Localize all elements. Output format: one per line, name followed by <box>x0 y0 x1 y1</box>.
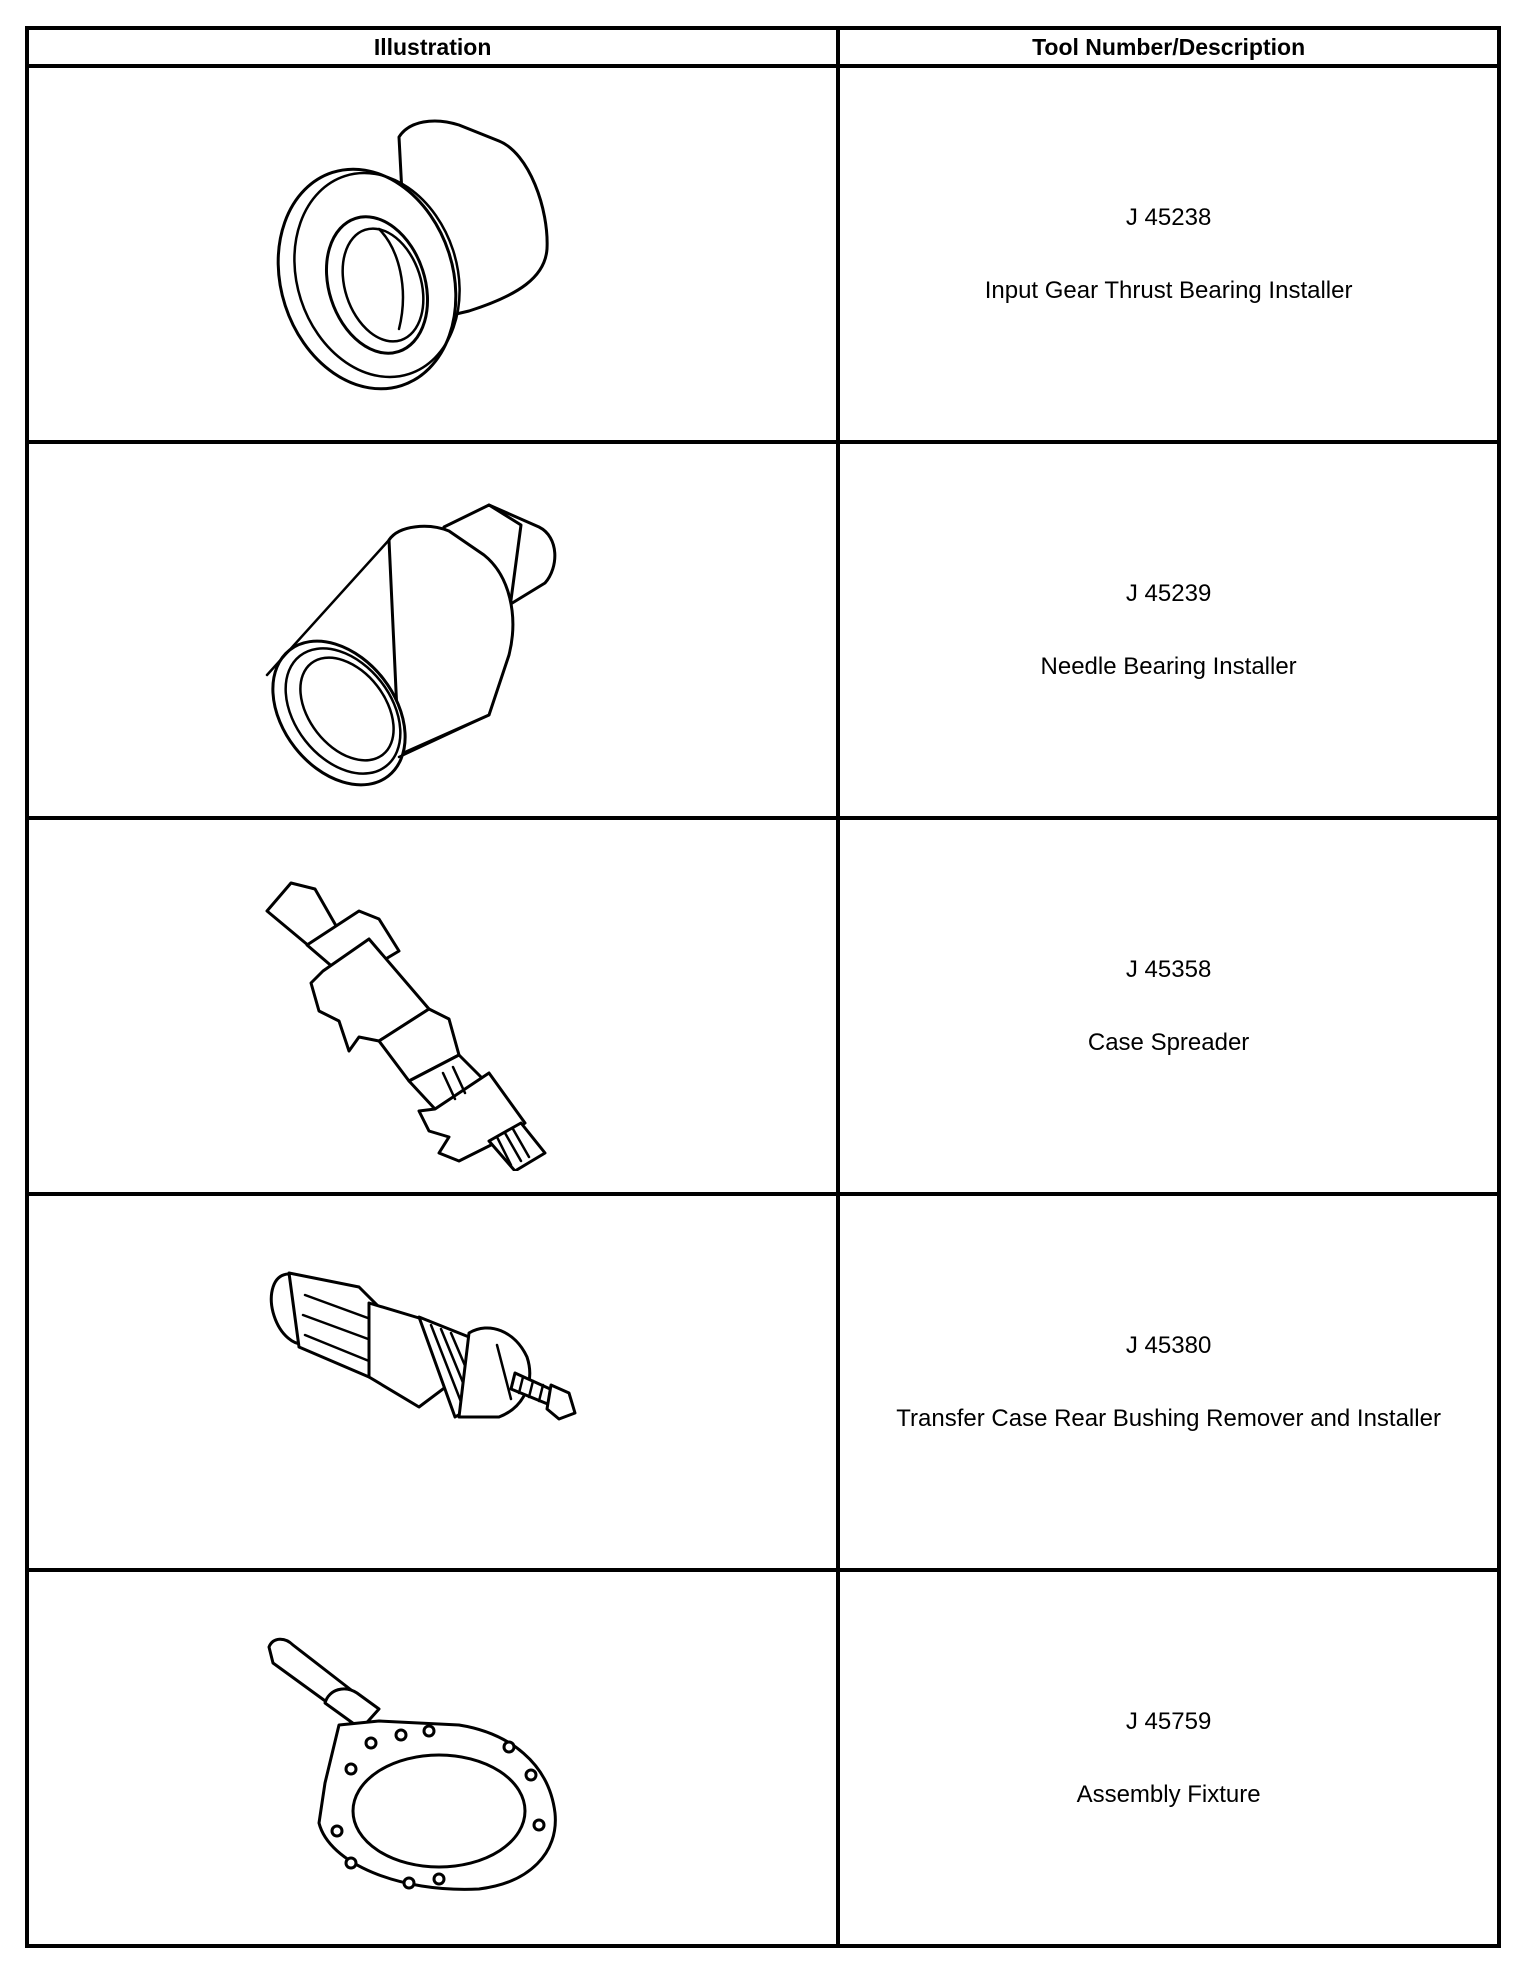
illustration-cell <box>27 1194 838 1570</box>
illustration-cell <box>27 66 838 442</box>
illustration-cell <box>27 1570 838 1946</box>
tool-description: Input Gear Thrust Bearing Installer <box>984 276 1353 304</box>
tool-number: J 45358 <box>1125 955 1212 983</box>
illustration-cell <box>27 442 838 818</box>
tool-description: Needle Bearing Installer <box>1040 652 1297 680</box>
table-row <box>27 442 1499 818</box>
illustration-cell <box>27 818 838 1194</box>
needle-bearing-installer-drawing-icon <box>259 465 579 795</box>
table-row <box>27 1570 1499 1946</box>
case-spreader-drawing-icon <box>259 841 579 1171</box>
table-row <box>27 66 1499 442</box>
tool-number: J 45239 <box>1125 579 1212 607</box>
tool-number: J 45380 <box>1125 1331 1212 1359</box>
tool-description-cell <box>838 442 1499 818</box>
tool-number: J 45238 <box>1125 203 1212 231</box>
table-row <box>27 1194 1499 1570</box>
bushing-remover-installer-drawing-icon <box>259 1217 579 1547</box>
tool-description-cell <box>838 818 1499 1194</box>
header-illustration: Illustration <box>27 28 838 66</box>
tool-description: Transfer Case Rear Bushing Remover and Installer <box>896 1404 1441 1432</box>
tool-description-cell <box>838 1570 1499 1946</box>
special-tools-table <box>25 26 1501 1948</box>
tool-description: Assembly Fixture <box>1076 1780 1261 1808</box>
tool-number: J 45759 <box>1125 1707 1212 1735</box>
thrust-bearing-installer-drawing-icon <box>259 89 579 419</box>
tool-description: Case Spreader <box>1087 1028 1250 1056</box>
header-tool-number-description: Tool Number/Description <box>838 28 1499 66</box>
tool-description-cell <box>838 1194 1499 1570</box>
assembly-fixture-drawing-icon <box>259 1593 579 1923</box>
table-row <box>27 818 1499 1194</box>
tool-description-cell <box>838 66 1499 442</box>
header-row <box>27 28 1499 66</box>
